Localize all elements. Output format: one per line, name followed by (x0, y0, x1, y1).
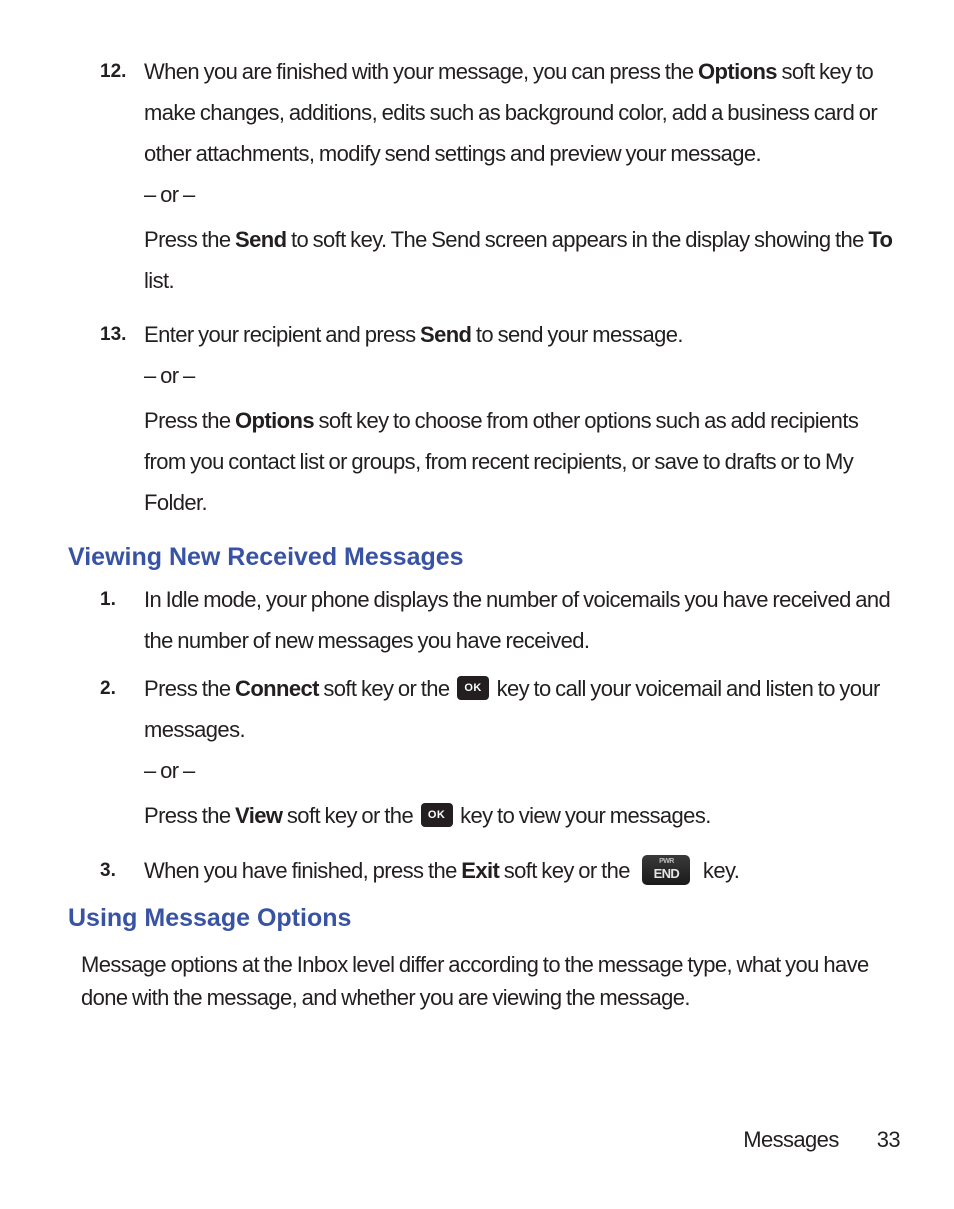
page-footer (600, 1125, 900, 1155)
section-heading-viewing: Viewing New Received Messages (68, 543, 464, 571)
end-key-icon (642, 855, 690, 885)
end-key-pwr-label: PWR (659, 858, 674, 866)
text-run: soft key or the (282, 803, 418, 828)
text-run: Press the (144, 803, 236, 828)
bold-key-name: Send (420, 322, 472, 347)
text-run: soft key to choose from other options such as add recipients from you contact list or groups, from recent recipients, or save to drafts or to My Folder. (144, 408, 859, 515)
step-number: 1. (100, 589, 116, 610)
end-key-label: END (653, 866, 680, 882)
step-number: 13. (100, 324, 127, 345)
step-body (144, 668, 900, 836)
text-run: key. (698, 858, 740, 883)
text-run: key to call your voicemail and listen to your messages. (144, 676, 880, 742)
ok-key-icon: OK (457, 676, 489, 700)
text-run: key to view your messages. (455, 803, 711, 828)
step-number: 2. (100, 678, 116, 699)
step-alt-text (144, 400, 900, 523)
options-paragraph: Message options at the Inbox level differ according to the message type, what you have done with the message, and whether you are viewing the message. (81, 952, 869, 1010)
step-number: 3. (100, 860, 116, 881)
step-text (144, 850, 900, 891)
step-alt-text (144, 219, 900, 301)
footer-section-name: Messages (743, 1127, 839, 1152)
text-run: Press the (144, 408, 236, 433)
step-text (144, 51, 900, 174)
step-body (144, 51, 900, 301)
step-body (144, 579, 900, 661)
step-body (144, 850, 900, 891)
bold-key-name: Connect (235, 676, 319, 701)
text-run: Enter your recipient and press (144, 322, 420, 347)
step-body (144, 314, 900, 523)
bold-key-name: Send (235, 227, 287, 252)
step-alt-text (144, 795, 900, 836)
text-run: soft key or the (318, 676, 455, 701)
step-text (144, 314, 900, 355)
text-run: list. (144, 268, 175, 293)
bold-key-name: Exit (461, 858, 500, 883)
text-run: to send your message. (471, 322, 683, 347)
step-text: In Idle mode, your phone displays the number of voicemails you have received and the number of new messages you have received. (144, 587, 891, 653)
ok-key-icon: OK (421, 803, 453, 827)
page-number: 33 (876, 1127, 900, 1152)
text-run: to soft key. The Send screen appears in the display showing the (286, 227, 869, 252)
or-separator: – or – (144, 758, 195, 783)
text-run: Press the (144, 676, 236, 701)
bold-key-name: View (235, 803, 283, 828)
or-separator: – or – (144, 182, 195, 207)
or-separator: – or – (144, 363, 195, 388)
section-heading-options: Using Message Options (68, 904, 352, 932)
text-run: When you have finished, press the (144, 858, 462, 883)
text-run: Press the (144, 227, 236, 252)
step-number: 12. (100, 61, 127, 82)
bold-key-name: Options (235, 408, 314, 433)
text-run: When you are finished with your message, you can press the (144, 59, 699, 84)
text-run: soft key or the (499, 858, 635, 883)
bold-key-name: Options (698, 59, 777, 84)
text-run: soft key to make changes, additions, edits such as background color, add a business card or other attachments, modify send settings and preview your message. (144, 59, 878, 166)
step-text (144, 668, 900, 750)
bold-key-name: To (868, 227, 893, 252)
